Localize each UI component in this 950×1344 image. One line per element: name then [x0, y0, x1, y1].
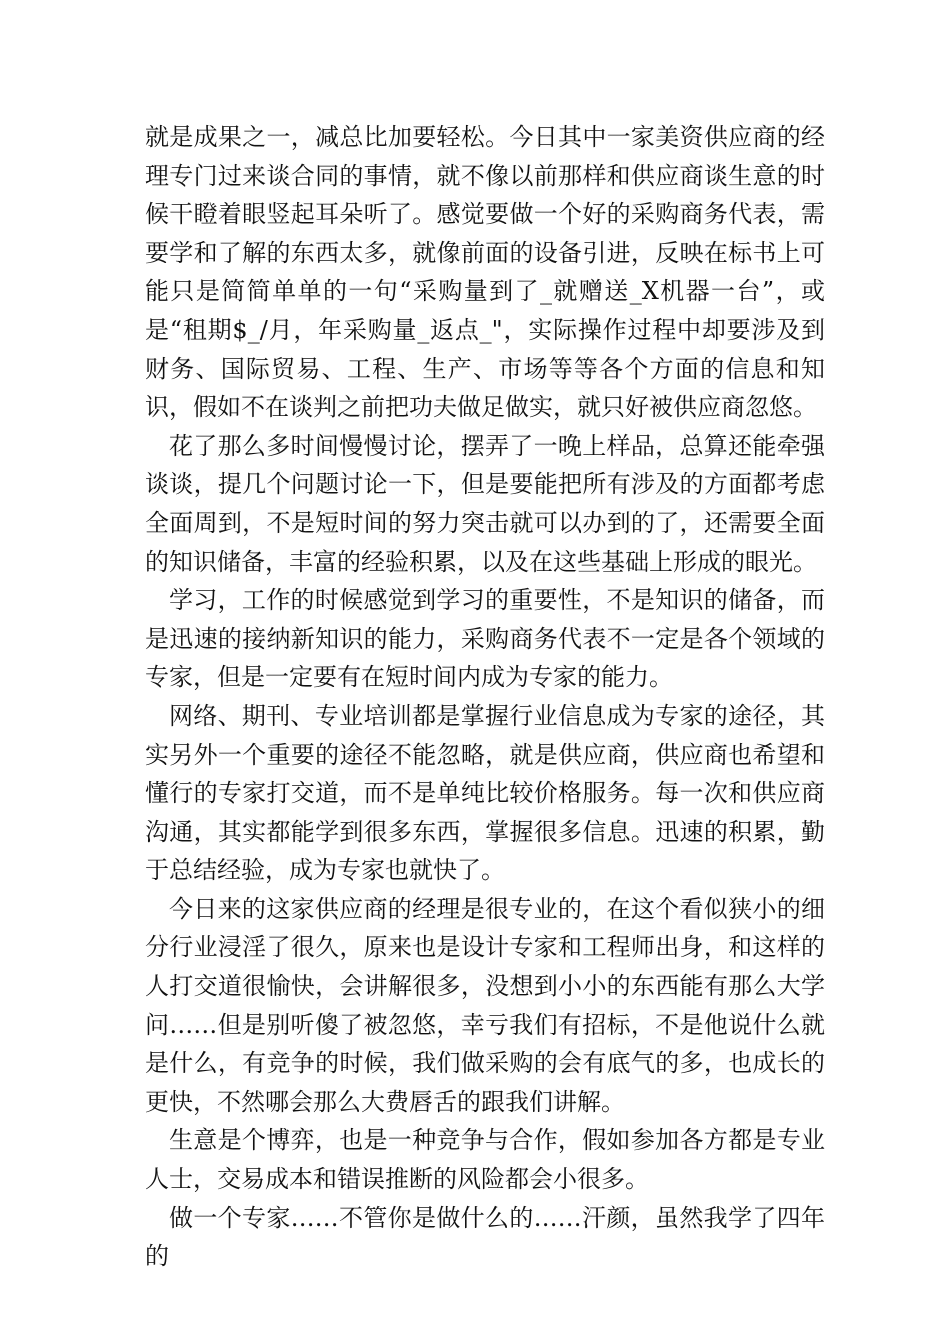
paragraph-4: 网络、期刊、专业培训都是掌握行业信息成为专家的途径，其实另外一个重要的途径不能忽略，就是供应商，供应商也希望和懂行的专家打交道，而不是单纯比较价格服务。每一次和供应商沟通，其实都能学到很多东西，掌握很多信息。迅速的积累，勤于总结经验，成为专家也就快了。	[145, 701, 825, 885]
paragraph-3: 学习，工作的时候感觉到学习的重要性，不是知识的储备，而是迅速的接纳新知识的能力，采购商务代表不一定是各个领域的专家，但是一定要有在短时间内成为专家的能力。	[145, 586, 825, 692]
paragraph-5: 今日来的这家供应商的经理是很专业的，在这个看似狭小的细分行业浸淫了很久，原来也是设计专家和工程师出身，和这样的人打交道很愉快，会讲解很多，没想到小小的东西能有那么大学问……但是别听傻了被忽悠，幸亏我们有招标，不是他说什么就是什么，有竞争的时候，我们做采购的会有底气的多，也成长的更快，不然哪会那么大费唇舌的跟我们讲解。	[145, 894, 825, 1116]
paragraph-1: 就是成果之一，减总比加要轻松。今日其中一家美资供应商的经理专门过来谈合同的事情，就不像以前那样和供应商谈生意的时候干瞪着眼竖起耳朵听了。感觉要做一个好的采购商务代表，需要学和了解的东西太多，就像前面的设备引进，反映在标书上可能只是简简单单的一句“采购量到了_就赠送_X机器一台”，或是“租期$_/月，年采购量_返点_"，实际操作过程中却要涉及到财务、国际贸易、工程、生产、市场等等各个方面的信息和知识，假如不在谈判之前把功夫做足做实，就只好被供应商忽悠。	[145, 123, 825, 422]
paragraph-7: 做一个专家……不管你是做什么的……汗颜，虽然我学了四年的	[145, 1203, 825, 1271]
paragraph-6: 生意是个博弈，也是一种竞争与合作，假如参加各方都是专业人士，交易成本和错误推断的风险都会小很多。	[145, 1126, 825, 1194]
paragraph-2: 花了那么多时间慢慢讨论，摆弄了一晚上样品，总算还能牵强谈谈，提几个问题讨论一下，但是要能把所有涉及的方面都考虑全面周到，不是短时间的努力突击就可以办到的了，还需要全面的知识储备，丰富的经验积累，以及在这些基础上形成的眼光。	[145, 431, 825, 576]
document-body	[145, 118, 825, 1276]
